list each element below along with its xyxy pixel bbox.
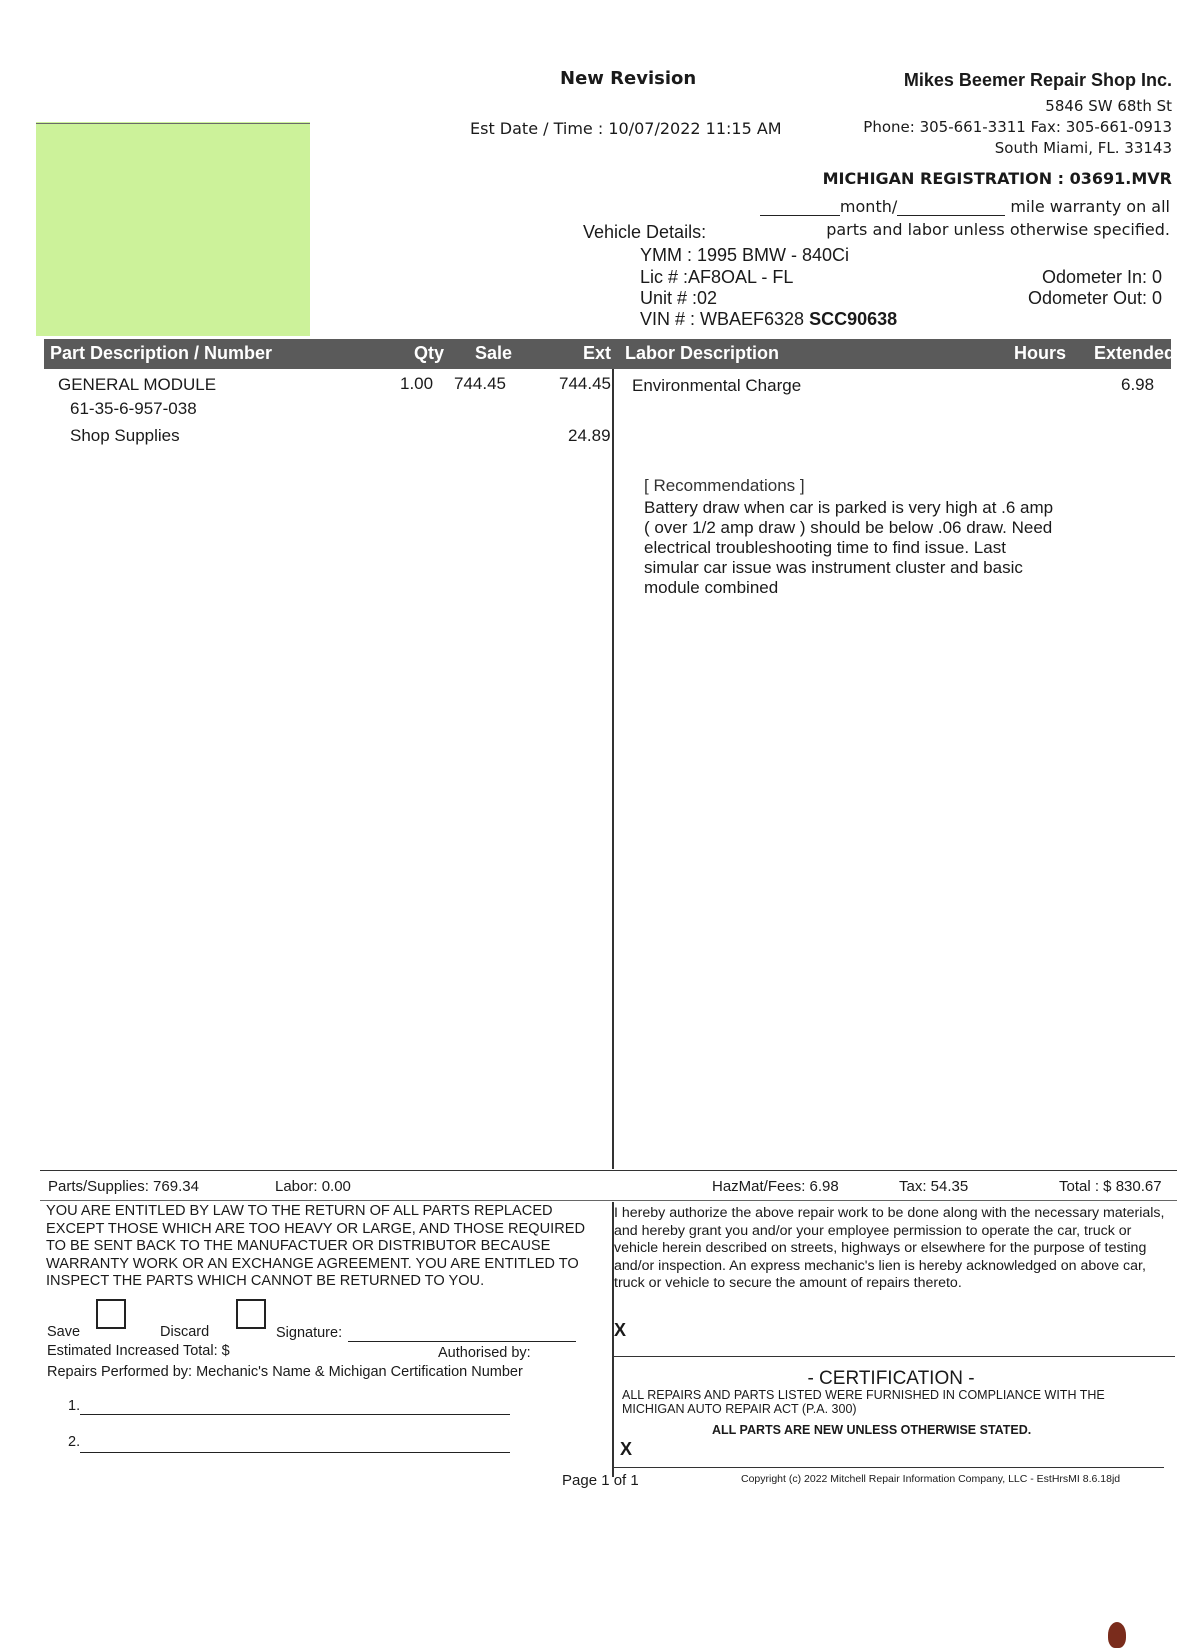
authorization-signature-x: X — [614, 1320, 627, 1340]
certification-text: ALL REPAIRS AND PARTS LISTED WERE FURNISHED IN COMPLIANCE WITH THE MICHIGAN AUTO REPAIR ACT (P.A. 300) — [622, 1388, 1105, 1416]
mechanic-line-1[interactable] — [80, 1414, 510, 1415]
total-labor: Labor: 0.00 — [275, 1178, 351, 1195]
document-title: New Revision — [560, 68, 697, 89]
sticky-note — [36, 122, 310, 336]
vehicle-details-label: Vehicle Details: — [583, 222, 707, 242]
shop-name: Mikes Beemer Repair Shop Inc. — [903, 70, 1172, 90]
warranty-month-blank[interactable] — [760, 200, 840, 216]
col-sale: Sale — [475, 343, 513, 363]
stain-mark — [1108, 1622, 1126, 1648]
mechanic-line-2[interactable] — [80, 1452, 510, 1453]
col-extended: Extended — [1094, 343, 1176, 363]
shop-city: South Miami, FL. 33143 — [994, 139, 1172, 157]
mechanic-line-number: 1. — [68, 1398, 81, 1414]
signature-line[interactable] — [348, 1341, 576, 1342]
vehicle-vin: VIN # : WBAEF6328 SCC90638 — [640, 309, 898, 329]
recommendation-line: simular car issue was instrument cluster and basic — [644, 558, 1023, 577]
mechanic-line-number: 2. — [68, 1434, 81, 1450]
col-hours: Hours — [1014, 343, 1067, 363]
shop-supplies-description: Shop Supplies — [70, 426, 180, 445]
recommendation-line: Battery draw when car is parked is very high at .6 amp — [644, 498, 1054, 517]
signature-label: Signature: — [276, 1325, 343, 1341]
vehicle-unit: Unit # :02 — [640, 288, 718, 308]
shop-phone-fax: Phone: 305-661-3311 Fax: 305-661-0913 — [863, 118, 1172, 136]
parts-return-notice: YOU ARE ENTITLED BY LAW TO THE RETURN OF ALL PARTS REPLACED EXCEPT THOSE WHICH ARE TOO HEAVY OR LARGE, AND THOSE REQUIRED TO BE SENT BACK TO THE MANUFACTUER OR DISTRIBUTOR BECAUSE WARRANTY WORK OR AN EXCHANGE AGREEMENT. YOU ARE ENTITLED TO INSPECT THE PARTS WHICH CANNOT BE RETURNED TO YOU. — [46, 1203, 586, 1289]
save-checkbox[interactable] — [96, 1299, 126, 1329]
recommendation-line: module combined — [644, 578, 779, 597]
recommendations-title: [ Recommendations ] — [644, 476, 805, 495]
odometer-out: Odometer Out: 0 — [1027, 288, 1162, 308]
col-labor-description: Labor Description — [625, 343, 780, 363]
totals-bottom-divider — [40, 1200, 1177, 1201]
column-header-bar — [44, 339, 1176, 369]
estimate-date-time: Est Date / Time : 10/07/2022 11:15 AM — [470, 119, 782, 138]
grand-total: Total : $ 830.67 — [1059, 1178, 1162, 1195]
part-qty: 1.00 — [400, 374, 434, 393]
authorization-text: I hereby authorize the above repair work to be done along with the necessary materials, and hereby grant you and/or your employee permission to operate the car, truck or vehicle herein described on streets, highways or elsewhere for the purpose of testing and/or inspection. An express mechanic's lien is hereby acknowledged on above car, truck or vehicle to secure the amount of repairs thereto. — [614, 1205, 1165, 1291]
page-number: Page 1 of 1 — [562, 1472, 639, 1489]
discard-label: Discard — [160, 1324, 210, 1340]
totals-divider — [40, 1170, 1177, 1171]
estimated-increased-total: Estimated Increased Total: $ — [47, 1343, 230, 1359]
warranty-line-2: parts and labor unless otherwise specified. — [826, 220, 1170, 239]
labor-extended: 6.98 — [1121, 375, 1155, 394]
shop-supplies-ext: 24.89 — [568, 426, 611, 445]
shop-address: 5846 SW 68th St — [1045, 97, 1172, 115]
vehicle-ymm: YMM : 1995 BMW - 840Ci — [640, 245, 850, 265]
part-number: 61-35-6-957-038 — [70, 399, 197, 418]
column-separator — [612, 369, 614, 1169]
michigan-registration: MICHIGAN REGISTRATION : 03691.MVR — [822, 169, 1172, 188]
total-tax: Tax: 54.35 — [899, 1178, 969, 1195]
labor-description: Environmental Charge — [632, 376, 802, 395]
warranty-mile-blank[interactable] — [897, 200, 1005, 216]
recommendation-line: ( over 1/2 amp draw ) should be below .06 draw. Need — [644, 518, 1053, 537]
repairs-performed-by: Repairs Performed by: Mechanic's Name & Michigan Certification Number — [47, 1364, 523, 1380]
total-parts-supplies: Parts/Supplies: 769.34 — [48, 1178, 199, 1195]
warranty-line-1: month/ mile warranty on all — [760, 197, 1170, 216]
certification-title: - CERTIFICATION - — [807, 1368, 975, 1389]
save-label: Save — [47, 1324, 81, 1340]
part-description: GENERAL MODULE — [58, 375, 217, 394]
total-hazmat: HazMat/Fees: 6.98 — [712, 1178, 839, 1195]
authorization-signature-line[interactable] — [614, 1356, 1175, 1357]
certification-signature-line[interactable] — [614, 1467, 1164, 1468]
certification-signature-x: X — [620, 1439, 633, 1459]
authorised-by-label: Authorised by: — [438, 1345, 531, 1361]
certification-new-parts: ALL PARTS ARE NEW UNLESS OTHERWISE STATED. — [712, 1423, 1032, 1437]
vin-suffix: SCC90638 — [809, 309, 898, 329]
vehicle-license: Lic # :AF8OAL - FL — [640, 267, 794, 287]
sticky-note-edge — [36, 123, 310, 124]
odometer-in: Odometer In: 0 — [1041, 267, 1162, 287]
copyright: Copyright (c) 2022 Mitchell Repair Information Company, LLC - EstHrsMI 8.6.18jd — [741, 1473, 1121, 1485]
col-qty: Qty — [414, 343, 445, 363]
part-ext: 744.45 — [559, 374, 611, 393]
col-ext: Ext — [583, 343, 612, 363]
part-sale: 744.45 — [454, 374, 506, 393]
discard-checkbox[interactable] — [236, 1299, 266, 1329]
col-part-description: Part Description / Number — [50, 343, 273, 363]
recommendation-line: electrical troubleshooting time to find issue. Last — [644, 538, 1006, 557]
